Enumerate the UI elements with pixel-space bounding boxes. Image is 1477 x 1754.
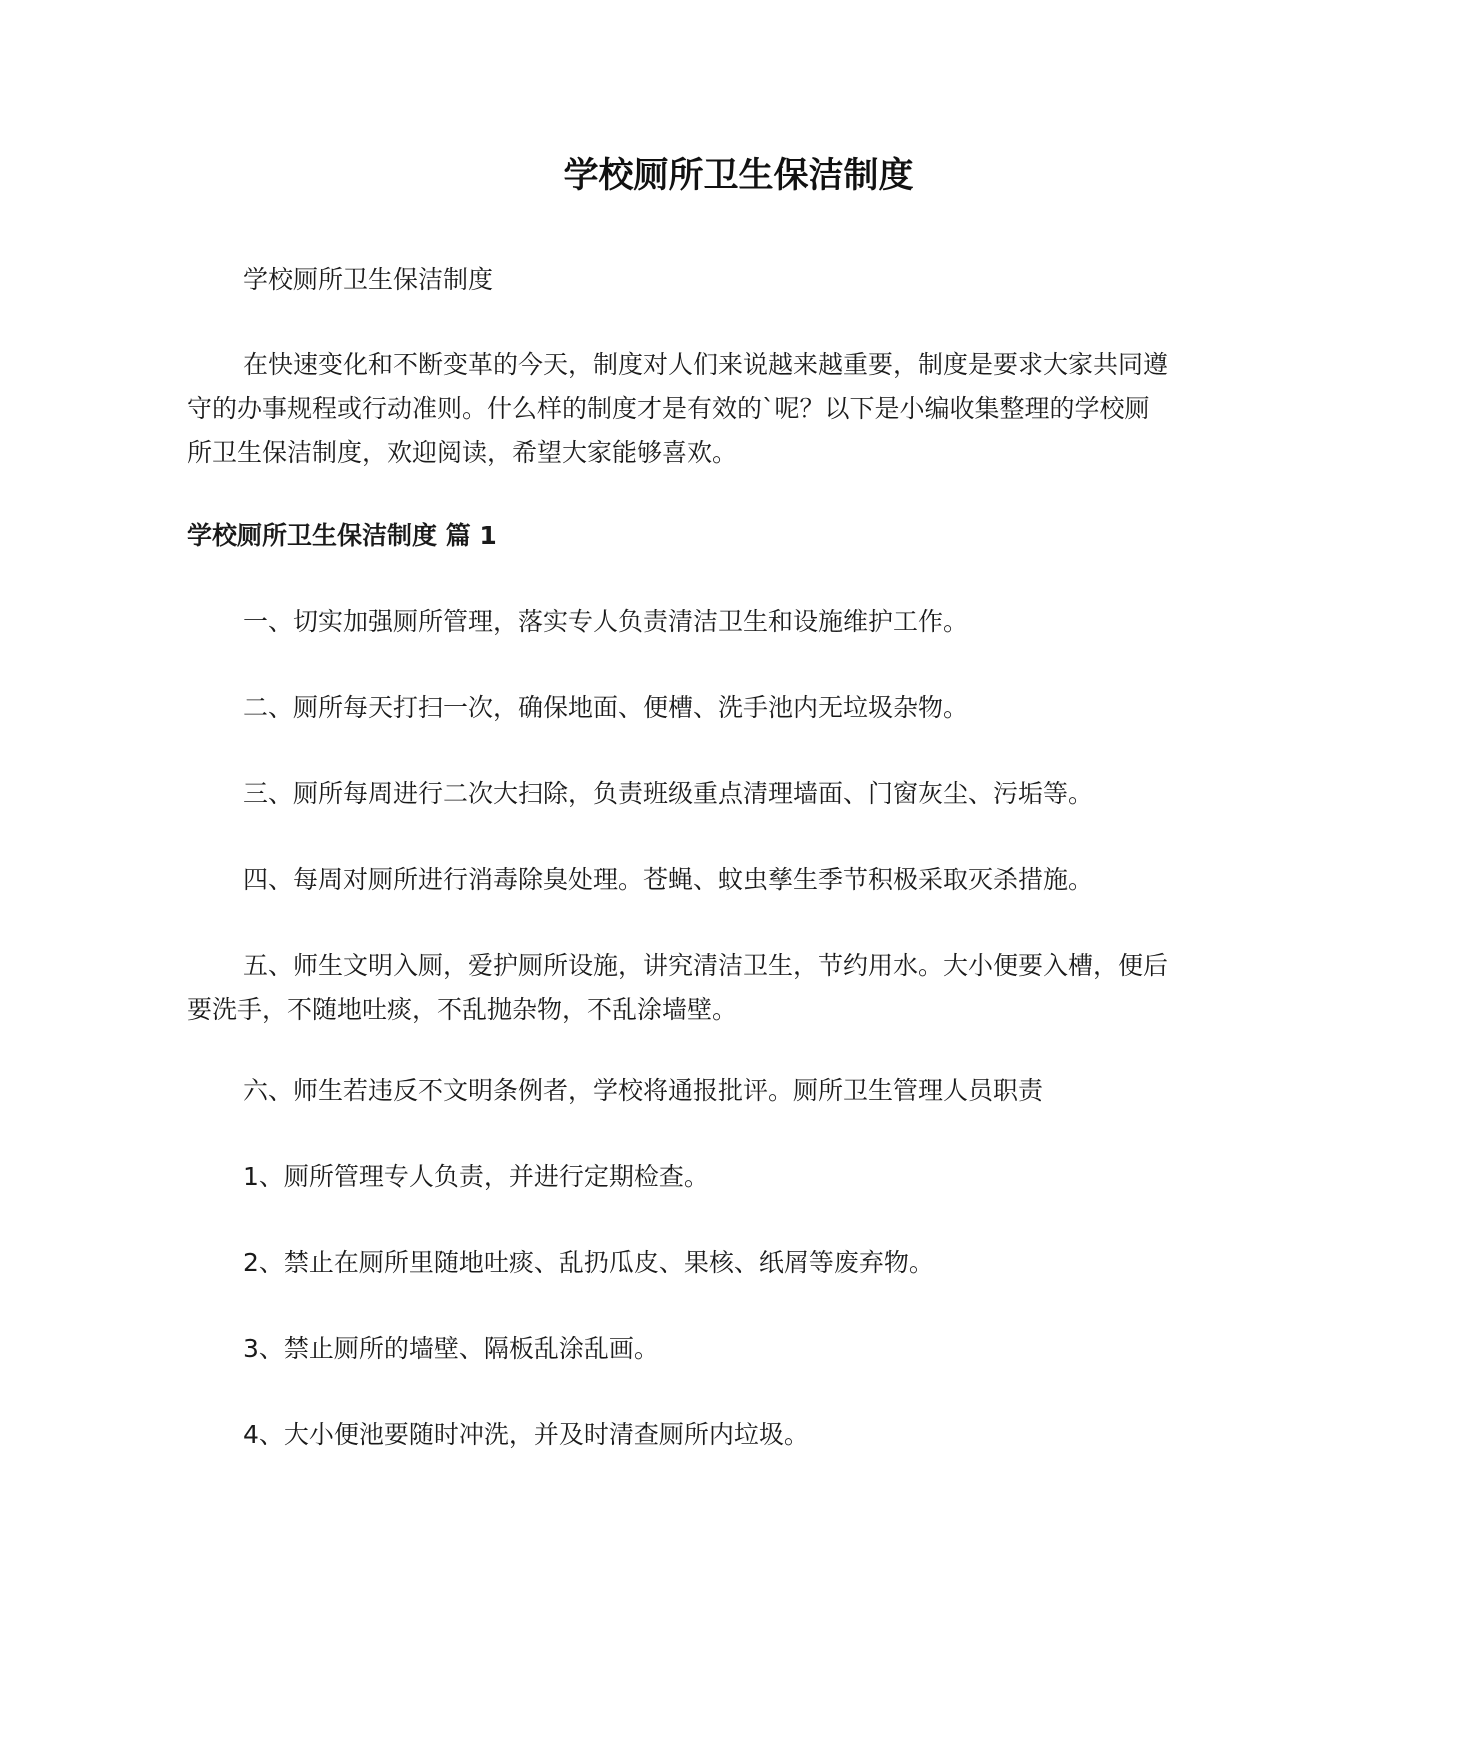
intro-line: 所卫生保洁制度，欢迎阅读，希望大家能够喜欢。	[187, 438, 738, 467]
rule-item-4: 四、每周对厕所进行消毒除臭处理。苍蝇、蚊虫孳生季节积极采取灭杀措施。	[243, 865, 1094, 894]
document-subtitle: 学校厕所卫生保洁制度	[243, 265, 494, 294]
rule-item-5	[187, 944, 1287, 1032]
intro-line: 守的办事规程或行动准则。什么样的制度才是有效的`呢？以下是小编收集整理的学校厕	[187, 394, 1150, 423]
duty-item-3: 3、禁止厕所的墙壁、隔板乱涂乱画。	[243, 1334, 659, 1363]
section-heading: 学校厕所卫生保洁制度 篇 1	[187, 521, 497, 550]
rule-item-2: 二、厕所每天打扫一次，确保地面、便槽、洗手池内无垃圾杂物。	[243, 693, 969, 722]
rule-item-6: 六、师生若违反不文明条例者，学校将通报批评。厕所卫生管理人员职责	[243, 1076, 1044, 1105]
rule-item-3: 三、厕所每周进行二次大扫除，负责班级重点清理墙面、门窗灰尘、污垢等。	[243, 779, 1094, 808]
duty-item-2: 2、禁止在厕所里随地吐痰、乱扔瓜皮、果核、纸屑等废弃物。	[243, 1248, 934, 1277]
rule-item-5-line: 要洗手，不随地吐痰，不乱抛杂物，不乱涂墙壁。	[187, 995, 738, 1024]
rule-item-1: 一、切实加强厕所管理，落实专人负责清洁卫生和设施维护工作。	[243, 607, 969, 636]
intro-paragraph	[187, 343, 1287, 475]
intro-line: 在快速变化和不断变革的今天，制度对人们来说越来越重要，制度是要求大家共同遵	[243, 350, 1169, 379]
rule-item-5-line: 五、师生文明入厕，爱护厕所设施，讲究清洁卫生，节约用水。大小便要入槽，便后	[243, 951, 1169, 980]
document-title: 学校厕所卫生保洁制度	[563, 156, 914, 196]
duty-item-4: 4、大小便池要随时冲洗，并及时清查厕所内垃圾。	[243, 1420, 809, 1449]
duty-item-1: 1、厕所管理专人负责，并进行定期检查。	[243, 1162, 709, 1191]
